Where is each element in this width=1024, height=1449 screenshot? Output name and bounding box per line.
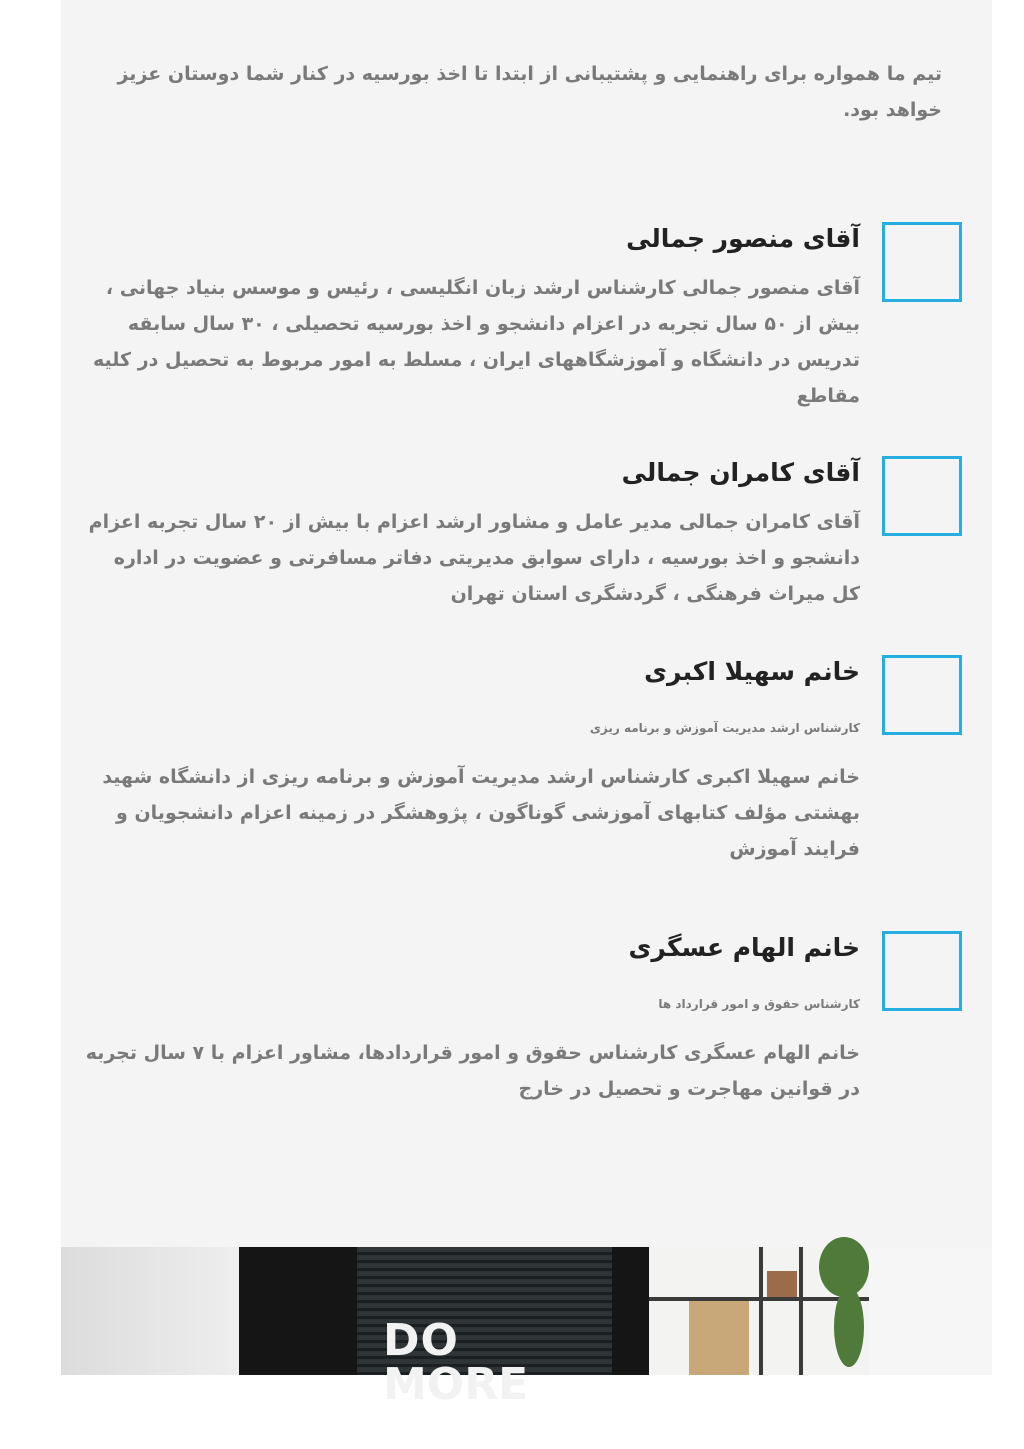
member-photo-frame-icon	[882, 931, 962, 1011]
member-text	[80, 931, 860, 1107]
shelf-box	[767, 1271, 797, 1297]
office-photo	[61, 1247, 992, 1410]
member-text	[80, 222, 860, 414]
shelf-bar	[649, 1297, 869, 1301]
member-title: کارشناس ارشد مدیریت آموزش و برنامه ریزی	[589, 721, 860, 735]
member-photo-frame-icon	[882, 222, 962, 302]
member-description: آقای کامران جمالی مدیر عامل و مشاور ارشد اعزام با بیش از ۲۰ سال تجربه اعزام دانشجو و اخذ بورسیه ، دارای سوابق مدیریتی دفاتر مسافرتی و عضویت در اداره کل میراث فرهنگی ، گردشگری استان تهران	[88, 511, 860, 605]
member-description: خانم الهام عسگری کارشناس حقوق و امور قراردادها، مشاور اعزام با ۷ سال تجربه در قوانین مهاجرت و تحصیل در خارج	[85, 1042, 860, 1100]
member-name: خانم الهام عسگری	[628, 933, 860, 962]
shelf-box	[689, 1301, 749, 1375]
photo-wall	[61, 1247, 241, 1375]
plant-leaves	[834, 1287, 864, 1367]
intro-text: تیم ما همواره برای راهنمایی و پشتیبانی از ابتدا تا اخذ بورسیه در کنار شما دوستان عزیز خواهد بود.	[117, 63, 942, 121]
member-description: خانم سهیلا اکبری کارشناس ارشد مدیریت آموزش و برنامه ریزی از دانشگاه شهید بهشتی مؤلف کتابهای آموزشی گوناگون ، پژوهشگر در زمینه اعزام دانشجویان و فرایند آموزش	[102, 766, 860, 860]
member-photo-frame-icon	[882, 456, 962, 536]
member-name: آقای کامران جمالی	[621, 458, 860, 487]
photo-shelf	[649, 1247, 869, 1375]
shelf-post	[759, 1247, 763, 1375]
poster-text: MORE	[383, 1359, 529, 1410]
member-name: خانم سهیلا اکبری	[644, 657, 860, 686]
member-description: آقای منصور جمالی کارشناس ارشد زبان انگلیسی ، رئیس و موسس بنیاد جهانی ، بیش از ۵۰ سال تجربه در اعزام دانشجو و اخذ بورسیه تحصیلی ، ۳۰ سال سابقه تدریس در دانشگاه و آموزشگاههای ایران ، مسلط به امور مربوط به تحصیل در کلیه مقاطع	[93, 277, 860, 407]
member-title: کارشناس حقوق و امور قرارداد ها	[658, 997, 860, 1011]
member-name: آقای منصور جمالی	[626, 224, 860, 253]
poster-text: DO	[383, 1315, 459, 1366]
member-photo-frame-icon	[882, 655, 962, 735]
shelf-post	[799, 1247, 803, 1375]
member-text	[80, 456, 860, 612]
member-text	[80, 655, 860, 867]
photo-wall	[869, 1247, 992, 1375]
team-section	[61, 0, 992, 1410]
